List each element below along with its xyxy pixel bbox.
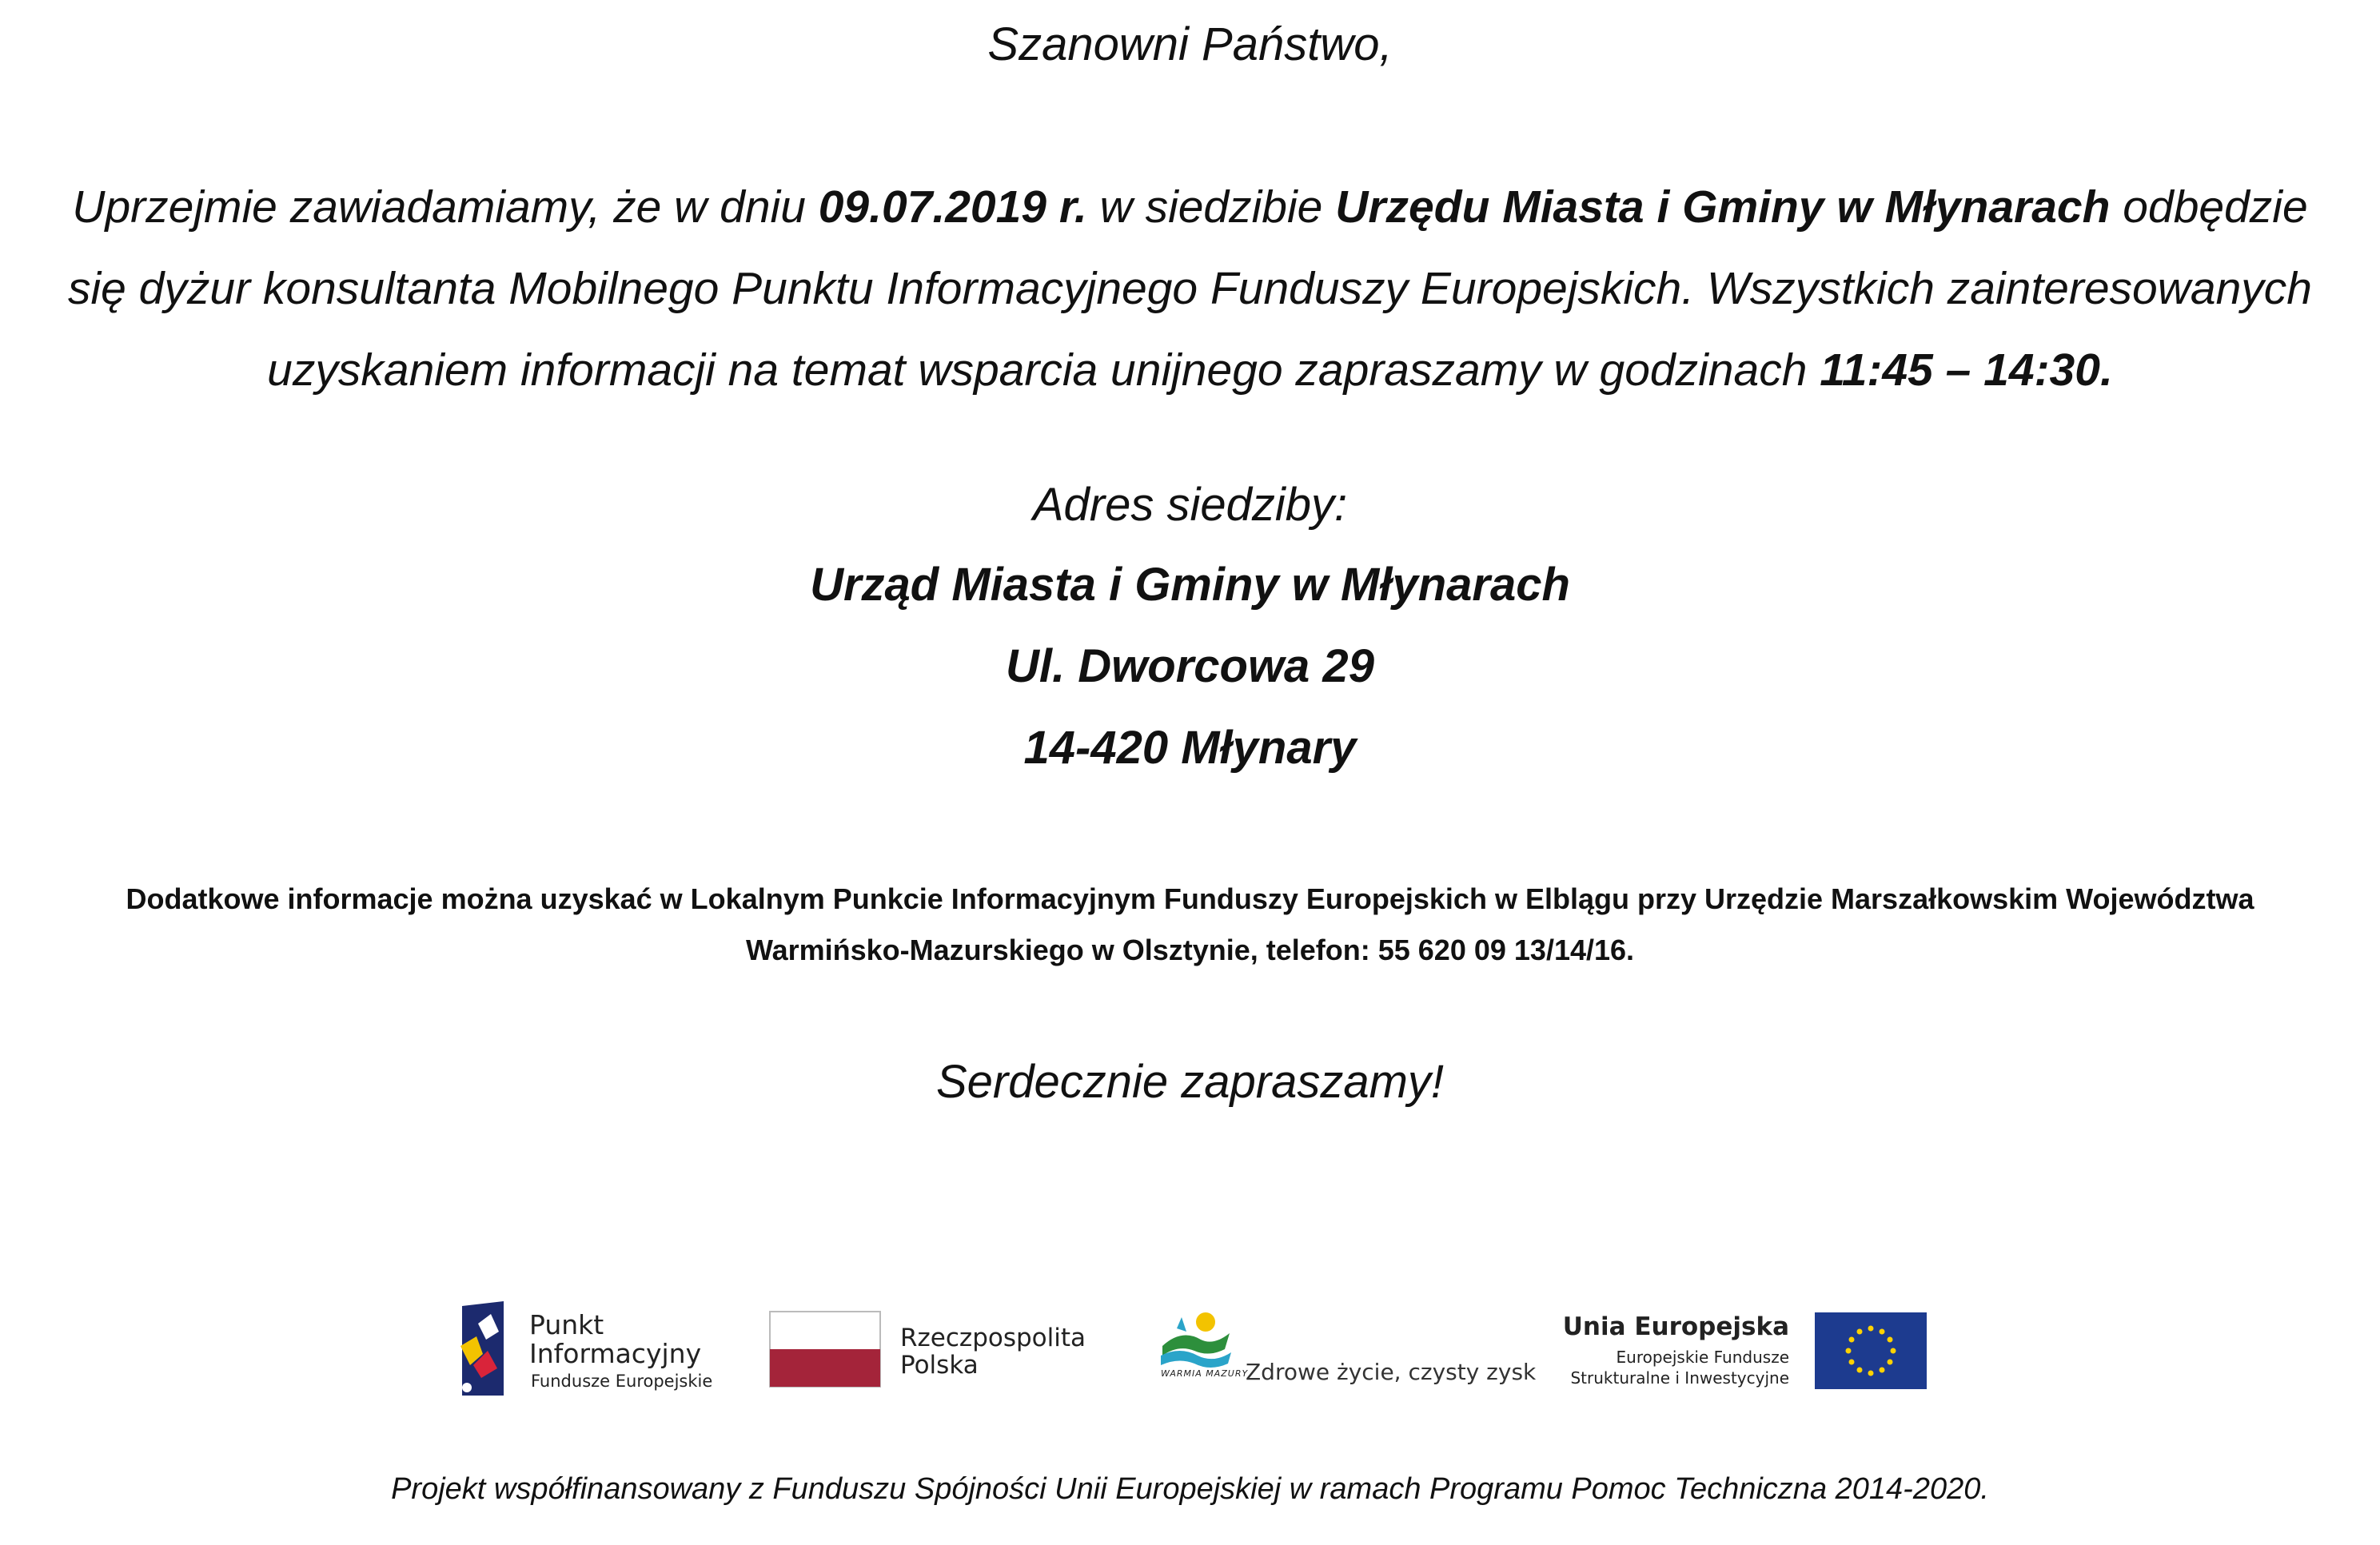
announcement-line-3 (0, 344, 2380, 396)
warmia-mazury-logo (1158, 1308, 1537, 1396)
address-street: Ul. Dworcowa 29 (1006, 640, 1374, 692)
event-date: 09.07.2019 r. (818, 181, 1087, 233)
announcement-text: Uprzejmie zawiadamiamy, że w dniu (72, 181, 819, 233)
punkt-subtitle: Fundusze Europejskie (531, 1372, 713, 1391)
punkt-informacyjny-logo-icon (456, 1298, 512, 1399)
ue-title: Unia Europejska (1562, 1312, 1789, 1341)
warmia-slogan: Zdrowe życie, czysty zysk (1246, 1359, 1537, 1385)
announcement-text: w siedzibie (1086, 181, 1336, 233)
punkt-informacyjny-logo (456, 1298, 712, 1399)
address-label: Adres siedziby: (1032, 479, 1348, 531)
closing-text: Serdecznie zapraszamy! (935, 1056, 1445, 1108)
polish-flag-icon (769, 1311, 881, 1388)
rzeczpospolita-polska-logo (769, 1311, 1089, 1391)
announcement-text: uzyskaniem informacji na temat wsparcia unijnego zapraszamy w godzinach (267, 344, 1820, 396)
polska-line-1: Rzeczpospolita (900, 1324, 1086, 1352)
additional-info-line-1: Dodatkowe informacje można uzyskać w Lokalnym Punkcie Informacyjnym Funduszy Europejskich w Elblągu przy Urzędzie Marszałkowskim Województwa (126, 882, 2254, 915)
announcement-line-2: się dyżur konsultanta Mobilnego Punktu Informacyjnego Funduszy Europejskich. Wszystkich zainteresowanych (67, 263, 2313, 314)
unia-europejska-logo (1562, 1311, 1927, 1394)
ue-subtitle-1: Europejskie Fundusze (1616, 1348, 1789, 1367)
office-name: Urzędu Miasta i Gminy w Młynarach (1335, 181, 2111, 233)
announcement-text: odbędzie (2110, 181, 2308, 233)
announcement-line-1 (0, 181, 2380, 233)
polska-line-2: Polska (900, 1351, 979, 1380)
punkt-title-1: Punkt (529, 1309, 604, 1340)
ue-subtitle-2: Strukturalne i Inwestycyjne (1570, 1368, 1789, 1388)
eu-flag-icon (1815, 1312, 1927, 1389)
address-city: 14-420 Młynary (1023, 722, 1357, 774)
warmia-mark: WARMIA MAZURY (1161, 1368, 1249, 1379)
greeting: Szanowni Państwo, (987, 18, 1393, 70)
footer-note: Projekt współfinansowany z Funduszu Spójności Unii Europejskiej w ramach Programu Pomoc Techniczna 2014-2020. (391, 1472, 1989, 1506)
punkt-title-2: Informacyjny (529, 1338, 702, 1369)
additional-info-line-2: Warmińsko-Mazurskiego w Olsztynie, telefon: 55 620 09 13/14/16. (745, 934, 1635, 966)
address-name: Urząd Miasta i Gminy w Młynarach (810, 559, 1570, 611)
event-hours: 11:45 – 14:30. (1820, 344, 2113, 396)
